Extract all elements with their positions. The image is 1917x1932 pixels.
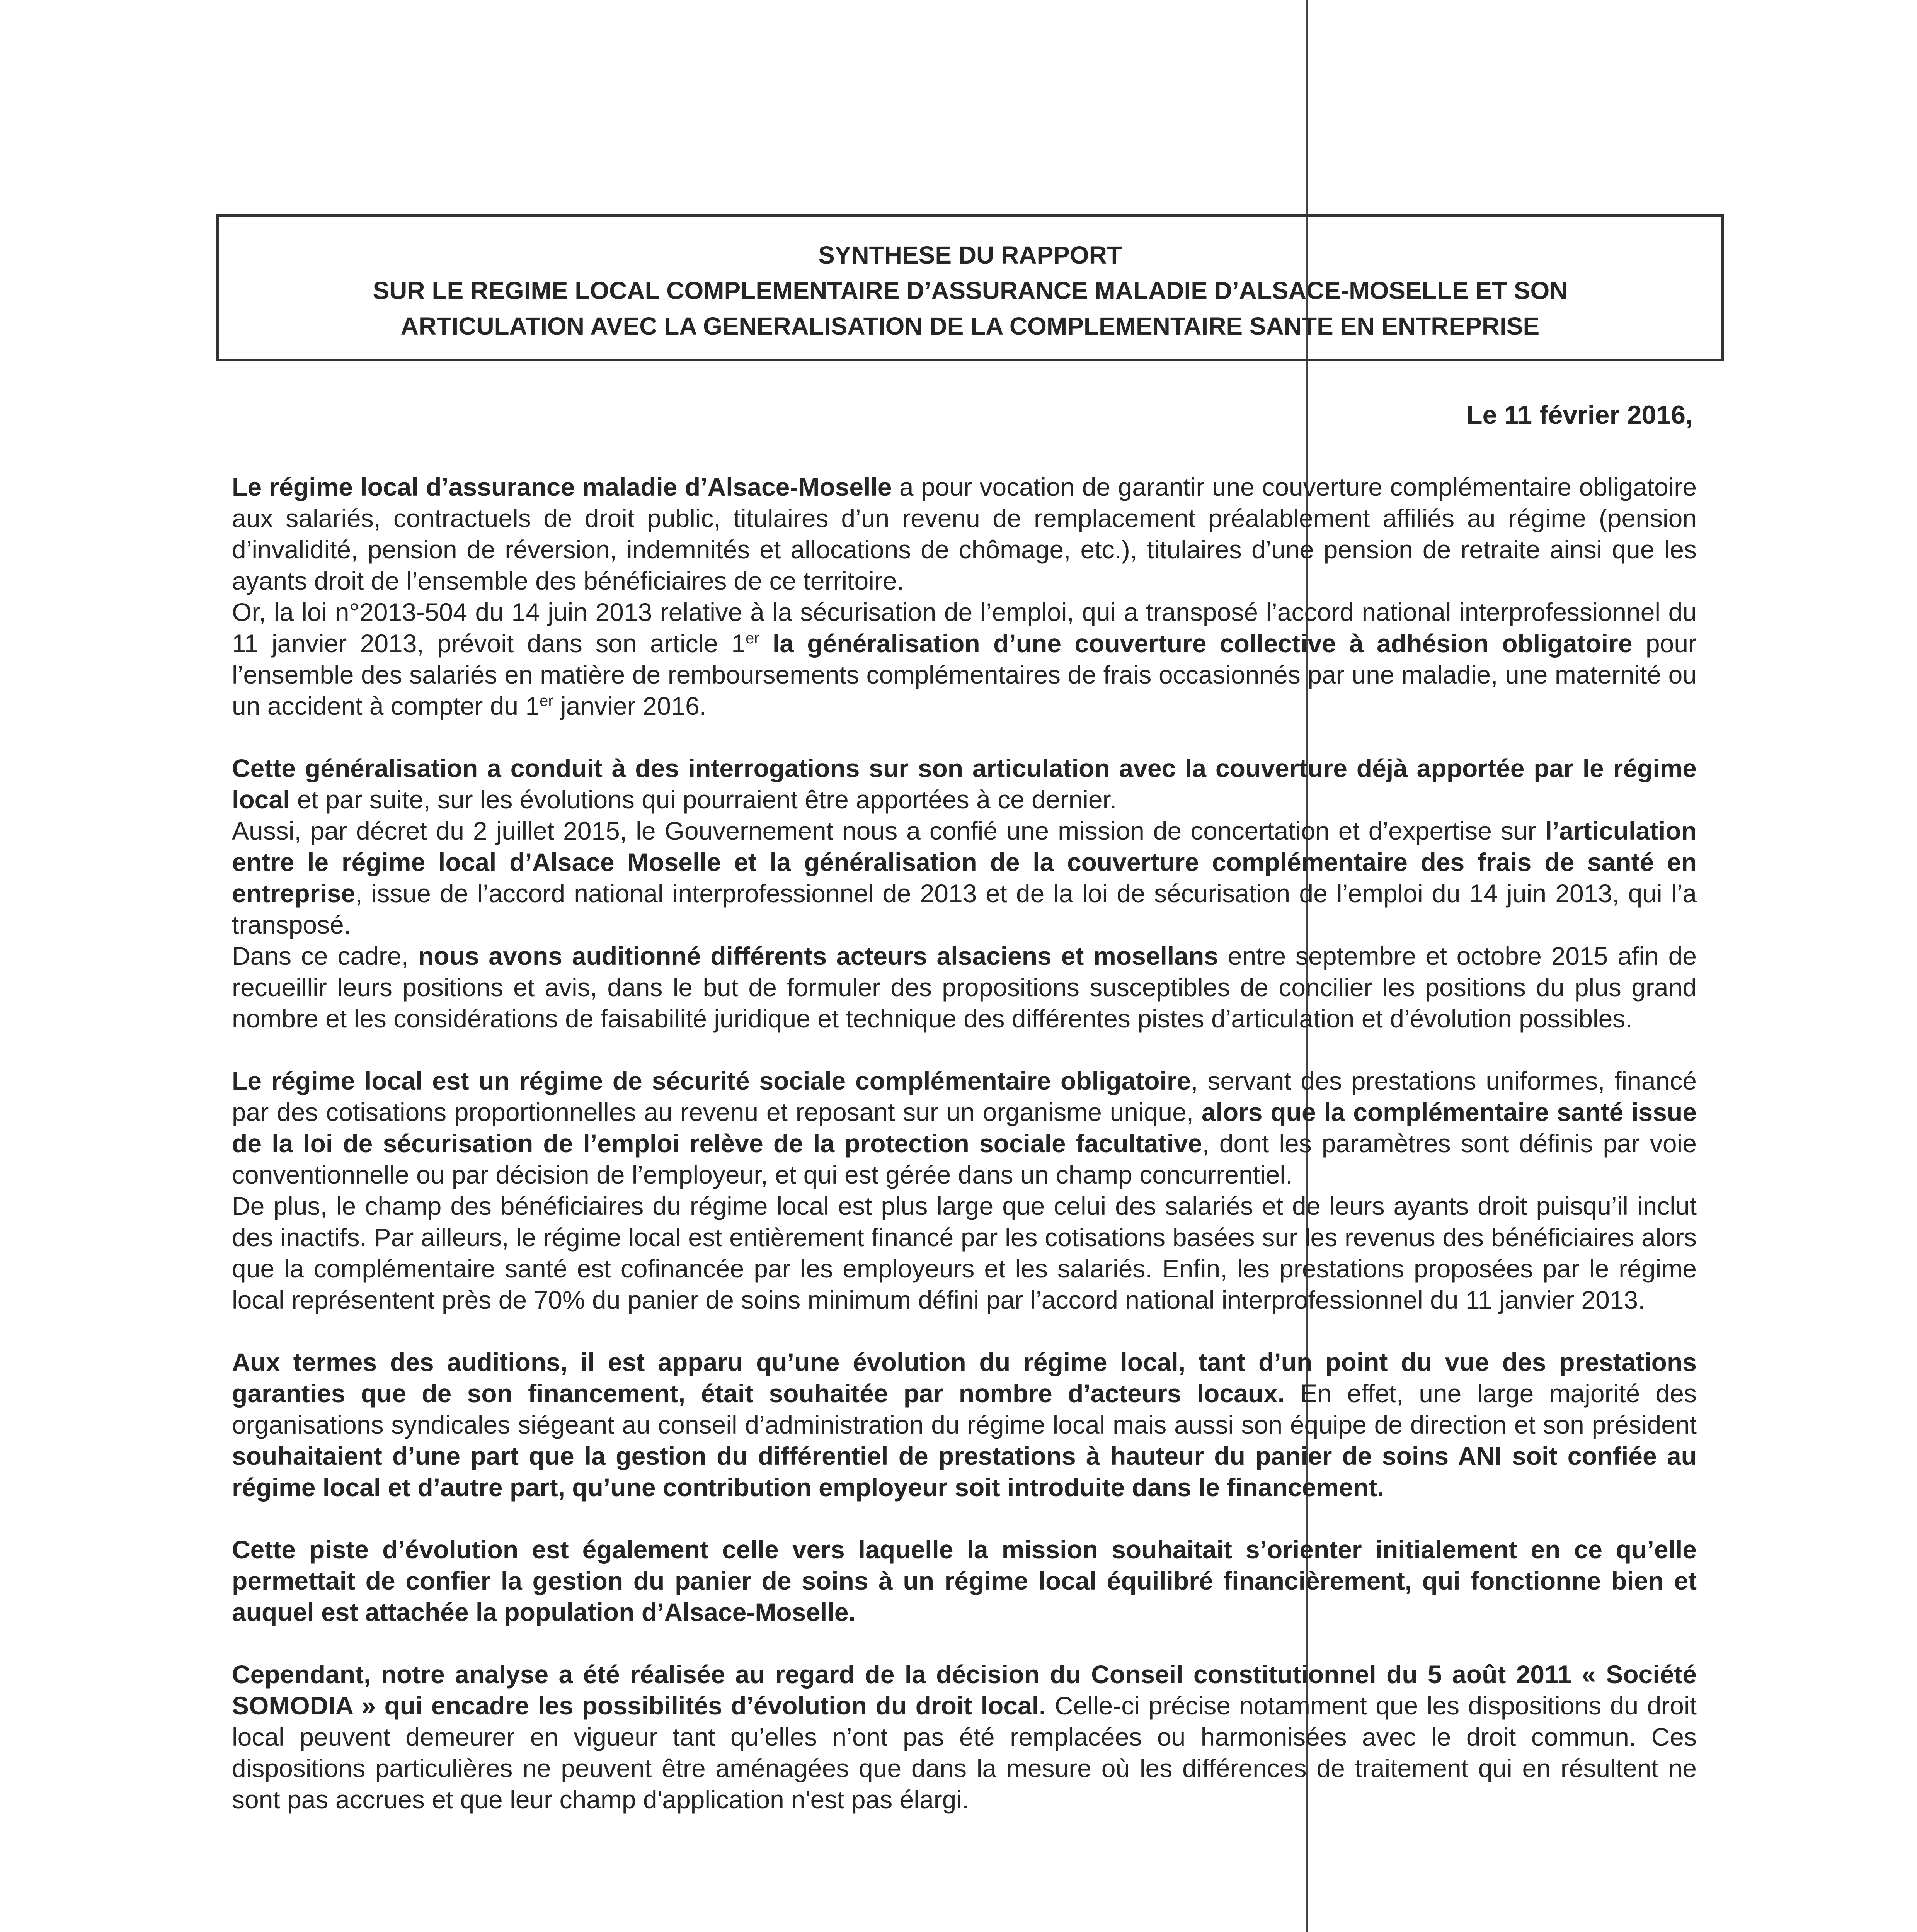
paragraph-2 xyxy=(232,597,1697,722)
p2-text-3: janvier 2016. xyxy=(553,692,707,720)
paragraph-6 xyxy=(232,1065,1697,1190)
p6-text-1: , servant des prestations uniformes, financé par des cotisations proportionnelles au revenu et reposant sur un organisme unique, xyxy=(232,1066,1697,1126)
title-line-1: SYNTHESE DU RAPPORT xyxy=(818,241,1122,269)
p10-text: Celle-ci précise notamment que les dispositions du droit local peuvent demeurer en vigueur tant qu’elles n’ont pas été remplacées ou harmonisées avec le droit commun. Ces dispositions particulières ne peuvent être aménagées que dans la mesure où les différences de traitement qui en résultent ne sont pas accrues et que leur champ d'application n'est pas élargi. xyxy=(232,1691,1697,1814)
p2-text-2: pour l’ensemble des salariés en matière de remboursements complémentaires de frais occasionnés par une maladie, une maternité ou un accident à compter du 1 xyxy=(232,629,1697,720)
section-intro xyxy=(232,471,1697,1815)
p2-bold: la généralisation d’une couverture collective à adhésion obligatoire xyxy=(759,629,1633,658)
p3-bold: Cette généralisation a conduit à des interrogations sur son articulation avec la couverture déjà apportée par le régime local xyxy=(232,754,1697,814)
paragraph-3 xyxy=(232,753,1697,815)
p6-bold-2: alors que la complémentaire santé issue de la loi de sécurisation de l’emploi relève de la protection sociale facultative xyxy=(232,1098,1697,1158)
p4-text-1: Aussi, par décret du 2 juillet 2015, le Gouvernement nous a confié une mission de concertation et d’expertise sur xyxy=(232,816,1545,845)
p8-text: En effet, une large majorité des organisations syndicales siégeant au conseil d’administration du régime local mais aussi son équipe de direction et son président xyxy=(232,1379,1697,1439)
p10-bold: Cependant, notre analyse a été réalisée au regard de la décision du Conseil constitutionnel du 5 août 2011 « Société SOMODIA » qui encadre les possibilités d’évolution du droit local. xyxy=(232,1660,1697,1720)
p2-text-1: Or, la loi n°2013-504 du 14 juin 2013 relative à la sécurisation de l’emploi, qui a transposé l’accord national interprofessionnel du 11 janvier 2013, prévoit dans son article 1 xyxy=(232,598,1697,658)
p4-text-2: , issue de l’accord national interprofessionnel de 2013 et de la loi de sécurisation de l’emploi du 14 juin 2013, qui l’a transposé. xyxy=(232,879,1697,939)
p9-bold: Cette piste d’évolution est également celle vers laquelle la mission souhaitait s’orienter initialement en ce qu’elle permettait de confier la gestion du panier de soins à un régime local équilibré financièrement, qui fonctionne bien et auquel est attachée la population d’Alsace-Moselle. xyxy=(232,1535,1697,1626)
p5-text-1: Dans ce cadre, xyxy=(232,942,418,970)
p6-text-2: , dont les paramètres sont définis par voie conventionnelle ou par décision de l’employeur, et qui est gérée dans un champ concurrentiel. xyxy=(232,1129,1697,1189)
title-line-2: SUR LE REGIME LOCAL COMPLEMENTAIRE D’ASSURANCE MALADIE D’ALSACE-MOSELLE ET SON xyxy=(373,277,1568,304)
paragraph-4 xyxy=(232,815,1697,940)
p3-text: et par suite, sur les évolutions qui pourraient être apportées à ce dernier. xyxy=(290,785,1117,814)
paragraph-8 xyxy=(232,1347,1697,1503)
p5-bold: nous avons auditionné différents acteurs alsaciens et mosellans xyxy=(418,942,1218,970)
title-line-3: ARTICULATION AVEC LA GENERALISATION DE LA COMPLEMENTAIRE SANTE EN ENTREPRISE xyxy=(400,312,1540,340)
p1-bold: Le régime local d’assurance maladie d’Alsace-Moselle xyxy=(232,473,892,501)
paragraph-7 xyxy=(232,1190,1697,1316)
p2-sup-1: er xyxy=(745,630,759,647)
p5-text-2: entre septembre et octobre 2015 afin de recueillir leurs positions et avis, dans le but de formuler des propositions susceptibles de concilier les positions du plus grand nombre et les considérations de faisabilité juridique et technique des différentes pistes d’articulation et d’évolution possibles. xyxy=(232,942,1697,1033)
p2-sup-2: er xyxy=(540,692,553,709)
p7-text: De plus, le champ des bénéficiaires du régime local est plus large que celui des salariés et de leurs ayants droit puisqu’il inclut des inactifs. Par ailleurs, le régime local est entièrement financé par les cotisations basées sur les revenus des bénéficiaires alors que la complémentaire santé est cofinancée par les employeurs et les salariés. Enfin, les prestations proposées par le régime local représentent près de 70% du panier de soins minimum défini par l’accord national interprofessionnel du 11 janvier 2013. xyxy=(232,1192,1697,1314)
document-date: Le 11 février 2016, xyxy=(1466,400,1693,430)
paragraph-9 xyxy=(232,1534,1697,1628)
paragraph-5 xyxy=(232,940,1697,1034)
title-box xyxy=(216,214,1724,361)
p6-bold-1: Le régime local est un régime de sécurité sociale complémentaire obligatoire xyxy=(232,1066,1191,1095)
p4-bold: l’articulation entre le régime local d’Alsace Moselle et la généralisation de la couverture complémentaire des frais de santé en entreprise xyxy=(232,816,1697,908)
paragraph-1 xyxy=(232,471,1697,597)
p8-bold-2: souhaitaient d’une part que la gestion du différentiel de prestations à hauteur du panier de soins ANI soit confiée au régime local et d’autre part, qu’une contribution employeur soit introduite dans le financement. xyxy=(232,1442,1697,1502)
paragraph-10 xyxy=(232,1659,1697,1815)
p1-text: a pour vocation de garantir une couverture complémentaire obligatoire aux salariés, contractuels de droit public, titulaires d’un revenu de remplacement préalablement affiliés au régime (pension d’invalidité, pension de réversion, indemnités et allocations de chômage, etc.), titulaires d’une pension de retraite ainsi que les ayants droit de l’ensemble des bénéficiaires de ce territoire. xyxy=(232,473,1697,595)
p8-bold-1: Aux termes des auditions, il est apparu qu’une évolution du régime local, tant d’un point du vue des prestations garanties que de son financement, était souhaitée par nombre d’acteurs locaux. xyxy=(232,1348,1697,1408)
